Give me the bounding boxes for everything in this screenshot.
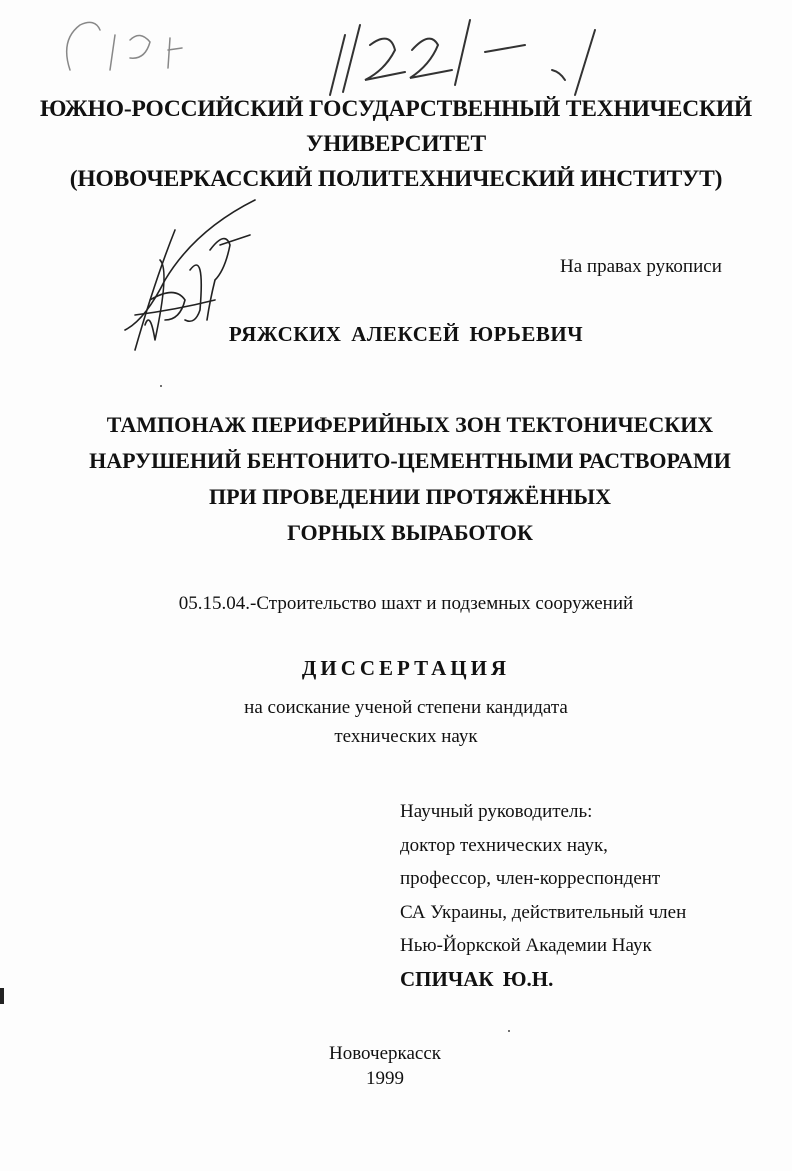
supervisor-line-1: доктор технических наук, [400,834,608,856]
scan-speck [508,1030,510,1032]
scan-speck [160,385,162,387]
supervisor-label: Научный руководитель: [400,801,593,822]
specialty-code: 05.15.04.-Строительство шахт и подземных сооружений [178,593,634,614]
year: 1999 [366,1068,404,1089]
rights-note: На правах рукописи [560,256,722,277]
supervisor-line-2: профессор, член-корреспондент [400,868,661,889]
handwritten-archive-mark [60,0,620,100]
university-header [0,92,792,197]
supervisor-name: СПИЧАК Ю.Н. [400,966,554,991]
city-name: Новочеркасск [328,1043,442,1064]
supervisor-line-3: СА Украины, действительный член [400,901,687,923]
svg-text:Ф 61: 99-5/1121-4: Ф 61: 99-5/1121-4 [60,0,68,1]
supervisor-block [400,795,686,996]
dissertation-title [14,407,792,551]
place-and-year [0,1041,781,1091]
university-line-2: УНИВЕРСИТЕТ [306,131,486,157]
author-name: РЯЖСКИХ АЛЕКСЕЙ ЮРЬЕВИЧ [228,322,584,346]
title-line-2: НАРУШЕНИЙ БЕНТОНИТО-ЦЕМЕНТНЫМИ РАСТВОРАМИ [89,448,731,473]
title-line-1: ТАМПОНАЖ ПЕРИФЕРИЙНЫХ ЗОН ТЕКТОНИЧЕСКИХ [106,412,714,437]
title-line-3: ПРИ ПРОВЕДЕНИИ ПРОТЯЖЁННЫХ [208,484,612,509]
scan-edge-mark [0,988,4,1004]
degree-info [10,693,792,751]
degree-line-2: технических наук [334,726,478,747]
document-type: ДИССЕРТАЦИЯ [301,656,511,680]
degree-line-1: на соискание ученой степени кандидата [244,697,568,718]
university-line-1: ЮЖНО-РОССИЙСКИЙ ГОСУДАРСТВЕННЫЙ ТЕХНИЧЕСКИЙ [40,96,752,122]
university-line-3: (НОВОЧЕРКАССКИЙ ПОЛИТЕХНИЧЕСКИЙ ИНСТИТУТ) [69,166,723,192]
title-line-4: ГОРНЫХ ВЫРАБОТОК [287,520,533,545]
supervisor-line-4: Нью-Йоркской Академии Наук [400,935,652,956]
